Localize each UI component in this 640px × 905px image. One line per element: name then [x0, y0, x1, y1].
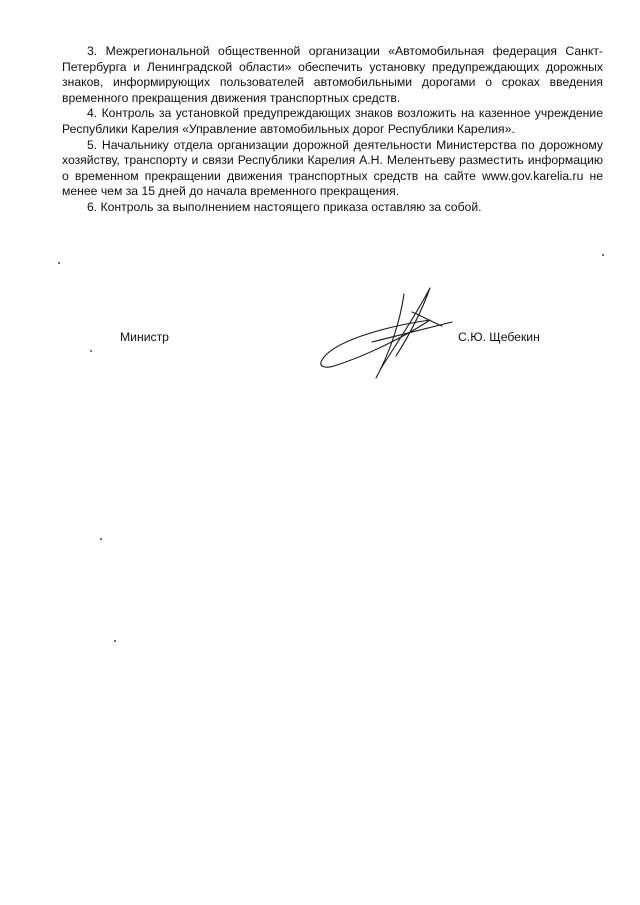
signatory-name: С.Ю. Щебекин [458, 330, 540, 344]
paragraph-6: 6. Контроль за выполнением настоящего приказа оставляю за собой. [87, 199, 482, 214]
scan-speck [90, 350, 92, 352]
scan-speck [114, 640, 116, 642]
paragraph-3: 3. Межрегиональной общественной организации «Автомобильная федерация Санкт-Петербурга и Ленинградской области» обеспечить установку предупреждающих дорожных знаков, информирующих пользователей автомобильными дорогами о сроках введения временного прекращения движения транспортных средств. [62, 44, 603, 105]
scan-speck [58, 262, 60, 264]
document-body [62, 44, 603, 216]
scan-speck [100, 538, 102, 540]
paragraph-4: 4. Контроль за установкой предупреждающих знаков возложить на казенное учреждение Республики Карелия «Управление автомобильных дорог Республики Карелия». [62, 106, 603, 136]
signatory-title: Министр [120, 330, 169, 344]
scan-speck [602, 254, 604, 256]
handwritten-signature [312, 282, 462, 382]
paragraph-5: 5. Начальнику отдела организации дорожной деятельности Министерства по дорожному хозяйству, транспорту и связи Республики Карелия А.Н. Мелентьеву разместить информацию о временном прекращении движения транспортных средств на сайте www.gov.karelia.ru не менее чем за 15 дней до начала временного прекращения. [62, 137, 603, 199]
